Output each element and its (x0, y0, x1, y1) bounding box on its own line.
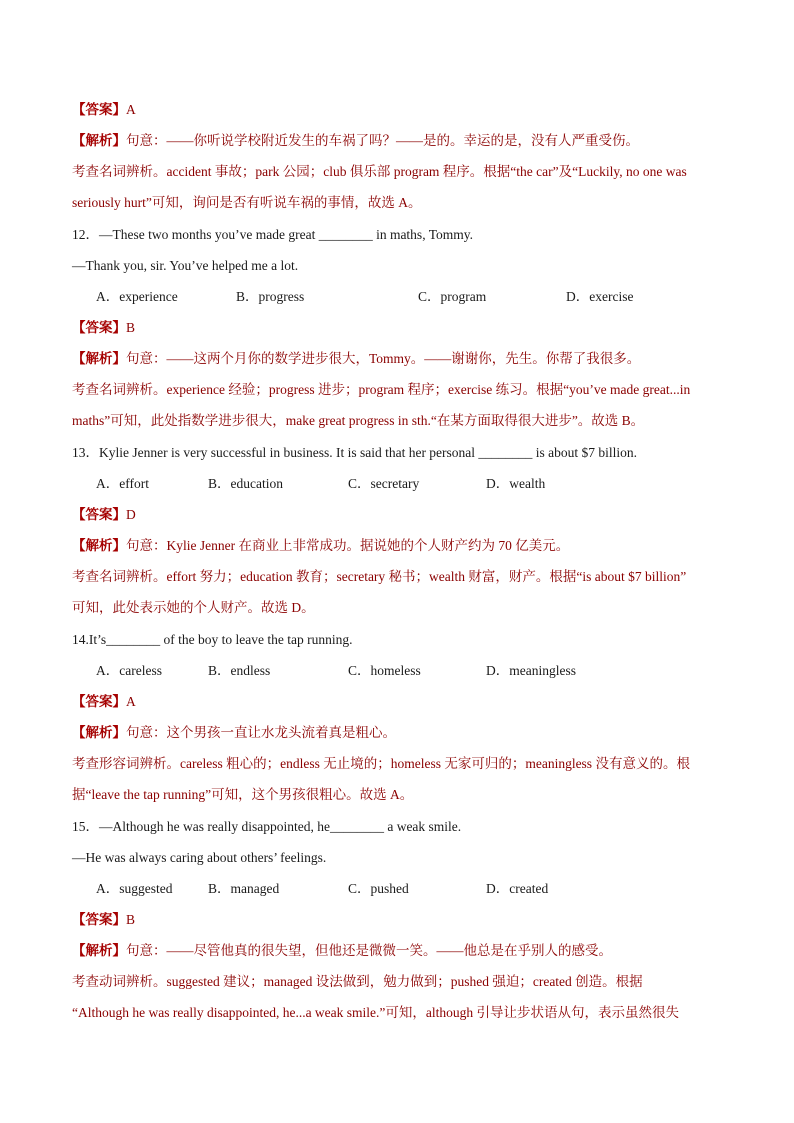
option: A．effort (96, 476, 149, 491)
explanation-line (72, 754, 727, 774)
question-line (72, 225, 727, 245)
answer-value: B (126, 320, 136, 335)
explanation-line (72, 941, 727, 961)
option: D．created (486, 881, 549, 896)
option: D．meaningless (486, 663, 576, 678)
option: D．exercise (566, 289, 634, 304)
option: B．managed (208, 881, 280, 896)
explanation-text: 考查名词辨析。effort 努力；education 教育；secretary 秘书；wealth 财富，财产。根据“is about $7 billion” (72, 569, 687, 584)
answer-label: 【答案】 (72, 507, 126, 522)
option: A．suggested (96, 881, 173, 896)
question-text: 15．—Although he was really disappointed, he________ a weak smile. (72, 819, 462, 834)
explanation-line (72, 162, 727, 182)
question-text: —He was always caring about others’ feelings. (72, 850, 327, 865)
explanation-text: 可知，此处表示她的个人财产。故选 D。 (72, 600, 315, 615)
explanation-text: “Although he was really disappointed, he...a weak smile.”可知，although 引导让步状语从句，表示虽然很失 (72, 1005, 680, 1020)
explanation-text: 句意：——这两个月你的数学进步很大，Tommy。——谢谢你，先生。你帮了我很多。 (126, 351, 641, 366)
question-line (72, 256, 727, 276)
options-row (96, 661, 751, 681)
option: A．careless (96, 663, 162, 678)
options-row (96, 474, 751, 494)
explanation-label: 【解析】 (72, 538, 126, 553)
answer-line (72, 318, 727, 338)
explanation-line (72, 1003, 727, 1023)
explanation-line (72, 411, 727, 431)
option: D．wealth (486, 476, 546, 491)
answer-value: A (126, 694, 136, 709)
explanation-line (72, 131, 727, 151)
options-row (96, 287, 751, 307)
explanation-text: 句意：这个男孩一直让水龙头流着真是粗心。 (126, 725, 396, 740)
option: C．homeless (348, 663, 421, 678)
explanation-line (72, 567, 727, 587)
explanation-label: 【解析】 (72, 351, 126, 366)
explanation-label: 【解析】 (72, 725, 126, 740)
question-text: —Thank you, sir. You’ve helped me a lot. (72, 258, 299, 273)
explanation-text: 考查名词辨析。accident 事故；park 公园；club 俱乐部 program 程序。根据“the car”及“Luckily, no one was (72, 164, 687, 179)
explanation-line (72, 349, 727, 369)
option: B．endless (208, 663, 271, 678)
answer-line (72, 505, 727, 525)
explanation-label: 【解析】 (72, 943, 126, 958)
explanation-line (72, 972, 727, 992)
question-line (72, 630, 727, 650)
option: B．education (208, 476, 283, 491)
answer-label: 【答案】 (72, 694, 126, 709)
option: C．program (418, 289, 487, 304)
explanation-text: 据“leave the tap running”可知，这个男孩很粗心。故选 A。 (72, 787, 414, 802)
explanation-text: 句意：——你听说学校附近发生的车祸了吗？——是的。幸运的是，没有人严重受伤。 (126, 133, 639, 148)
explanation-label: 【解析】 (72, 133, 126, 148)
answer-label: 【答案】 (72, 912, 126, 927)
answer-line (72, 910, 727, 930)
question-line (72, 848, 727, 868)
question-line (72, 817, 727, 837)
explanation-text: 考查动词辨析。suggested 建议；managed 设法做到，勉力做到；pushed 强迫；created 创造。根据 (72, 974, 643, 989)
explanation-line (72, 380, 727, 400)
explanation-text: 句意：——尽管他真的很失望，但他还是微微一笑。——他总是在乎别人的感受。 (126, 943, 612, 958)
question-text: 12．—These two months you’ve made great ________ in maths, Tommy. (72, 227, 473, 242)
explanation-line (72, 536, 727, 556)
explanation-line (72, 598, 727, 618)
explanation-line (72, 193, 727, 213)
question-text: 13．Kylie Jenner is very successful in business. It is said that her personal ________ is about $7 billion. (72, 445, 638, 460)
explanation-text: 考查名词辨析。experience 经验；progress 进步；program 程序；exercise 练习。根据“you’ve made great...in (72, 382, 691, 397)
options-row (96, 879, 751, 899)
answer-value: B (126, 912, 136, 927)
option: C．pushed (348, 881, 409, 896)
option: B．progress (236, 289, 305, 304)
option: C．secretary (348, 476, 420, 491)
explanation-text: 句意：Kylie Jenner 在商业上非常成功。据说她的个人财产约为 70 亿美元。 (126, 538, 570, 553)
explanation-line (72, 785, 727, 805)
explanation-text: maths”可知，此处指数学进步很大，make great progress in sth.“在某方面取得很大进步”。故选 B。 (72, 413, 645, 428)
answer-label: 【答案】 (72, 102, 126, 117)
option: A．experience (96, 289, 178, 304)
answer-label: 【答案】 (72, 320, 126, 335)
question-line (72, 443, 727, 463)
answer-value: D (126, 507, 136, 522)
answer-line (72, 100, 727, 120)
explanation-text: seriously hurt”可知，询问是否有听说车祸的事情，故选 A。 (72, 195, 422, 210)
explanation-line (72, 723, 727, 743)
answer-value: A (126, 102, 136, 117)
explanation-text: 考查形容词辨析。careless 粗心的；endless 无止境的；homeless 无家可归的；meaningless 没有意义的。根 (72, 756, 690, 771)
answer-line (72, 692, 727, 712)
question-text: 14.It’s________ of the boy to leave the tap running. (72, 632, 353, 647)
